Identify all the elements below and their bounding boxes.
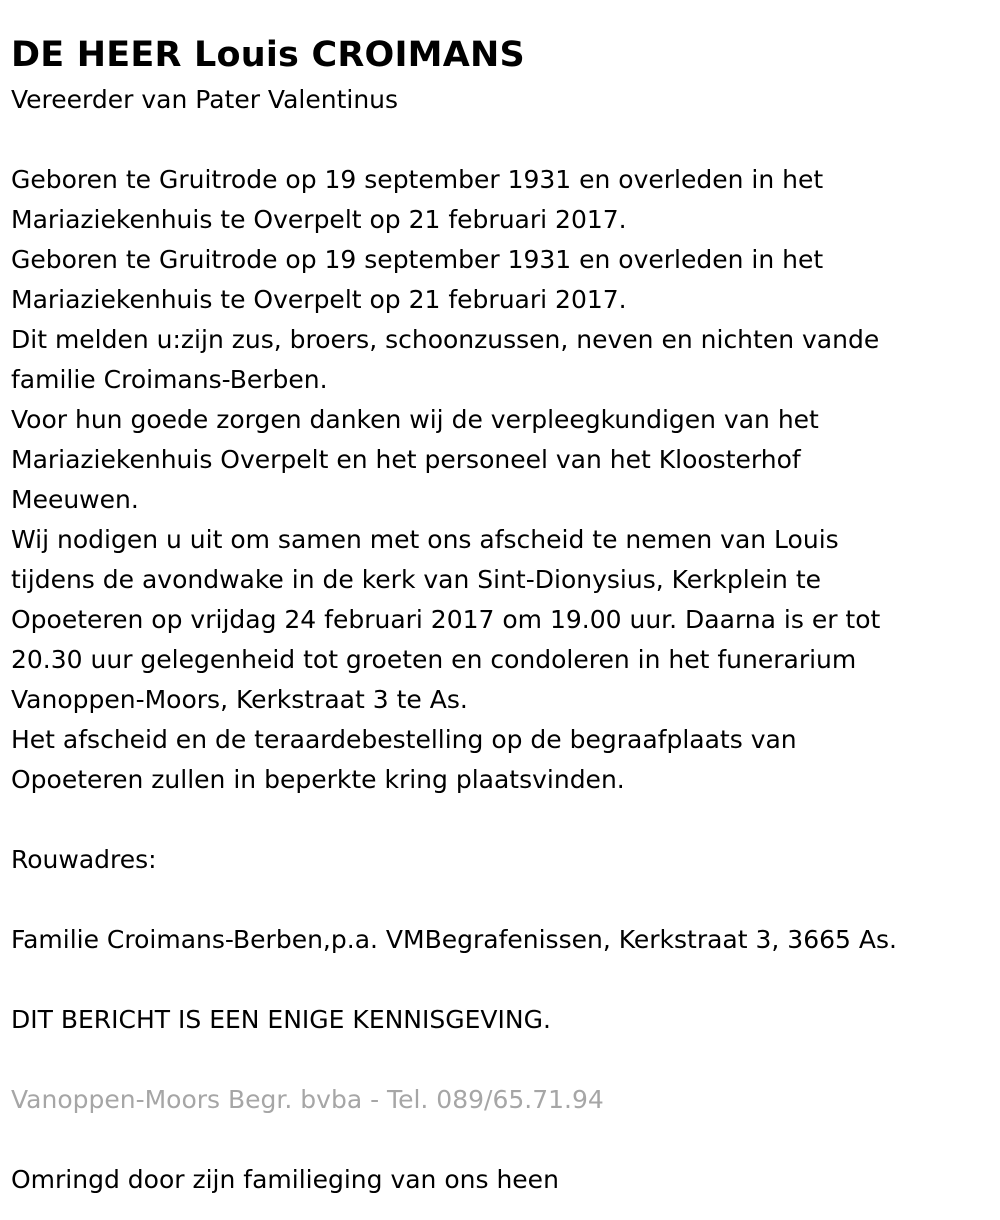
spacer: [11, 800, 1000, 840]
spacer: [11, 1120, 1000, 1160]
paragraph-birth-death-1: Geboren te Gruitrode op 19 september 1931 en overleden in het Mariaziekenhuis te Overpelt op 21 februari 2017.: [11, 165, 824, 234]
paragraph-wake: Wij nodigen u uit om samen met ons afscheid te nemen van Louis tijdens de avondwake in de kerk van Sint-Dionysius, Kerkplein te Opoeteren op vrijdag 24 februari 2017 om 19.00 uur. Daarna is er tot 20.30 uur gelegenheid tot groeten en condoleren in het funerarium Vanoppen-Moors, Kerkstraat 3 te As.: [11, 525, 881, 714]
address-label: Rouwadres:: [11, 845, 157, 874]
page-title: DE HEER Louis CROIMANS: [11, 35, 525, 75]
mourning-address: Familie Croimans-Berben,p.a. VMBegrafenissen, Kerkstraat 3, 3665 As.: [11, 925, 897, 954]
announcement: DIT BERICHT IS EEN ENIGE KENNISGEVING.: [11, 1005, 551, 1034]
funeral-home-contact: Vanoppen-Moors Begr. bvba - Tel. 089/65.71.94: [11, 1085, 604, 1114]
paragraph-burial: Het afscheid en de teraardebestelling op de begraafplaats van Opoeteren zullen in beperkte kring plaatsvinden.: [11, 725, 797, 794]
closing-line: Omringd door zijn familieging van ons heen: [11, 1165, 559, 1194]
subtitle: Vereerder van Pater Valentinus: [11, 85, 399, 114]
spacer: [11, 880, 1000, 920]
paragraph-birth-death-2: Geboren te Gruitrode op 19 september 1931 en overleden in het Mariaziekenhuis te Overpelt op 21 februari 2017.: [11, 245, 824, 314]
spacer: [11, 960, 1000, 1000]
paragraph-family: Dit melden u:zijn zus, broers, schoonzussen, neven en nichten vande familie Croimans-Berben.: [11, 325, 880, 394]
spacer: [11, 1040, 1000, 1080]
paragraph-thanks: Voor hun goede zorgen danken wij de verpleegkundigen van het Mariaziekenhuis Overpelt en het personeel van het Kloosterhof Meeuwen.: [11, 405, 819, 514]
spacer: [11, 120, 1000, 160]
